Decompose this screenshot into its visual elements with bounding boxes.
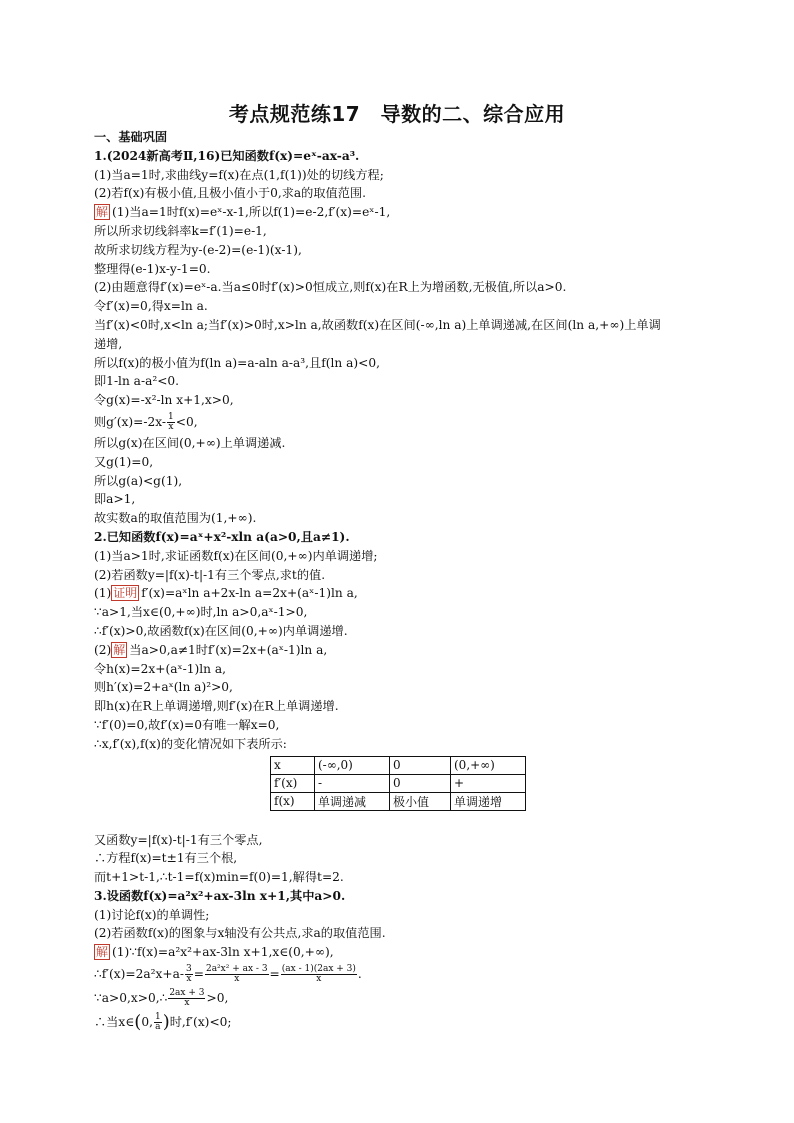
q1-part1: (1)当a=1时,求曲线y=f(x)在点(1,f(1))处的切线方程; (94, 167, 384, 182)
table-cell: + (451, 774, 526, 792)
q1-sol-line: 令f′(x)=0,得x=ln a. (94, 299, 208, 314)
q2-sol-line: ∴方程f(x)=t±1有三个根, (94, 851, 238, 866)
solution-tag: 解 (96, 205, 109, 220)
formula-text: <0, (175, 414, 198, 429)
q3-positive-line (94, 986, 714, 1010)
q1-sol-line: 即1-ln a-a²<0. (94, 374, 180, 389)
fraction-denominator: x (234, 974, 240, 985)
fraction-denominator: x (168, 421, 174, 432)
table-row (271, 756, 526, 774)
q2-proof-line (94, 584, 714, 603)
fraction (205, 965, 269, 984)
formula-text: 则g′(x)=-2x- (94, 414, 167, 429)
fraction (154, 1013, 162, 1032)
table-cell: 0 (390, 774, 451, 792)
table-cell: f′(x) (271, 774, 315, 792)
q2-sol-line: 令h(x)=2x+(aˣ-1)ln a, (94, 661, 227, 676)
q1-solution-line (94, 203, 714, 222)
q2-proof-line: ∴f′(x)>0,故函数f(x)在区间(0,+∞)内单调递增. (94, 623, 348, 638)
formula-text: = (269, 967, 280, 982)
q2-part1: (1)当a>1时,求证函数f(x)在区间(0,+∞)内单调递增; (94, 548, 378, 563)
q1-sol-line: 递增, (94, 336, 123, 351)
formula-text: 0, (141, 1015, 153, 1030)
q2-proof-text: f′(x)=aˣln a+2x-ln a=2x+(aˣ-1)ln a, (141, 586, 358, 601)
fraction-numerator: 1 (154, 1012, 161, 1023)
solution-tag: 解 (113, 642, 126, 657)
q1-sol-line: (2)由题意得f′(x)=eˣ-a.当a≤0时f′(x)>0恒成立,则f(x)在R上为增函数,无极值,所以a>0. (94, 280, 567, 295)
q1-sol-line: 令g(x)=-x²-ln x+1,x>0, (94, 393, 234, 408)
q1-sol-text: (1)当a=1时f(x)=eˣ-x-1,所以f(1)=e-2,f′(x)=eˣ-1, (112, 205, 391, 220)
q1-sol-line: 所以g(x)在区间(0,+∞)上单调递减. (94, 435, 286, 450)
fraction-numerator: 3 (186, 964, 192, 975)
table-row (271, 774, 526, 792)
table-cell: f(x) (271, 792, 315, 810)
q2-sol-text: 当a>0,a≠1时f′(x)=2x+(aˣ-1)ln a, (129, 642, 328, 657)
fraction (168, 989, 205, 1008)
table-cell: - (315, 774, 390, 792)
q1-part2: (2)若f(x)有极小值,且极小值小于0,求a的取值范围. (94, 186, 366, 201)
q3-interval-line (94, 1010, 714, 1034)
fraction (281, 965, 357, 984)
paren-left: ( (134, 1011, 142, 1033)
content (94, 128, 714, 1034)
q2-sol-line: ∴x,f′(x),f(x)的变化情况如下表所示: (94, 736, 287, 751)
q3-stem: 3.设函数f(x)=a²x²+ax-3ln x+1,其中a>0. (94, 888, 346, 903)
paren-right: ) (162, 1011, 170, 1033)
q2-sol-line: ∵f′(0)=0,故f′(x)=0有唯一解x=0, (94, 717, 280, 732)
q1-sol-line: 当f′(x)<0时,x<ln a;当f′(x)>0时,x>ln a,故函数f(x)在区间(-∞,ln a)上单调递减,在区间(ln a,+∞)上单调 (94, 317, 661, 332)
table-cell: x (271, 756, 315, 774)
q2-proof-line: ∵a>1,当x∈(0,+∞)时,ln a>0,aˣ-1>0, (94, 605, 308, 620)
formula-text: = (193, 967, 204, 982)
formula-text: >0, (206, 991, 229, 1006)
page-title: 考点规范练17 导数的二、综合应用 (228, 102, 566, 126)
q3-part2: (2)若函数f(x)的图象与x轴没有公共点,求a的取值范围. (94, 926, 386, 941)
q2-sol-line: 而t+1>t-1,∴t-1=f(x)min=f(0)=1,解得t=2. (94, 870, 344, 885)
q2-solution-line (94, 641, 714, 660)
q1-sol-line: 所以f(x)的极小值为f(ln a)=a-aln a-a³,且f(ln a)<0, (94, 355, 380, 370)
fraction-numerator: 2a²x² + ax - 3 (205, 964, 268, 975)
fraction-denominator: a (155, 1022, 161, 1033)
q2-sol-line: 则h′(x)=2+aˣ(ln a)²>0, (94, 680, 233, 695)
part-number: (2) (94, 642, 112, 657)
table-cell: (-∞,0) (315, 756, 390, 774)
fraction-denominator: x (184, 998, 190, 1009)
table-cell: 0 (390, 756, 451, 774)
formula-text: . (357, 967, 362, 982)
fraction (185, 965, 193, 984)
q3-solution-line (94, 943, 714, 962)
q2-sol-line: 又函数y=|f(x)-t|-1有三个零点, (94, 832, 263, 847)
part-number: (1) (94, 586, 112, 601)
table-cell: 极小值 (390, 792, 451, 810)
formula-text: ∵a>0,x>0,∴ (94, 991, 168, 1006)
q1-sol-line: 又g(1)=0, (94, 454, 154, 469)
fraction-numerator: 1 (168, 411, 174, 422)
fraction-denominator: x (186, 974, 192, 985)
q1-sol-line: 故所求切线方程为y-(e-2)=(e-1)(x-1), (94, 242, 302, 257)
fraction-numerator: (ax - 1)(2ax + 3) (281, 964, 356, 975)
q3-derivative-line (94, 962, 714, 986)
table-cell: 单调递增 (451, 792, 526, 810)
q3-sol-text: (1)∵f(x)=a²x²+ax-3ln x+1,x∈(0,+∞), (112, 945, 334, 960)
fraction (167, 413, 175, 432)
proof-tag: 证明 (113, 586, 138, 601)
table-cell: 单调递减 (315, 792, 390, 810)
q3-part1: (1)讨论f(x)的单调性; (94, 907, 210, 922)
formula-text: 时,f′(x)<0; (169, 1015, 232, 1030)
q2-part2: (2)若函数y=|f(x)-t|-1有三个零点,求t的值. (94, 567, 326, 582)
fraction-numerator: 2ax + 3 (169, 988, 205, 999)
variation-table (270, 756, 526, 811)
q1-stem: 1.(2024新高考Ⅱ,16)已知函数f(x)=eˣ-ax-a³. (94, 148, 360, 163)
q1-derivative-line (94, 410, 714, 434)
table-cell: (0,+∞) (451, 756, 526, 774)
q2-sol-line: 即h(x)在R上单调递增,则f′(x)在R上单调递增. (94, 699, 339, 714)
fraction-denominator: x (316, 974, 322, 985)
formula-text: ∴当x∈ (94, 1015, 135, 1030)
q1-sol-line: 整理得(e-1)x-y-1=0. (94, 261, 211, 276)
q1-sol-line: 即a>1, (94, 492, 136, 507)
solution-tag: 解 (96, 945, 109, 960)
q1-sol-line: 所以g(a)<g(1), (94, 473, 183, 488)
q1-sol-line: 所以所求切线斜率k=f′(1)=e-1, (94, 223, 267, 238)
formula-text: ∴f′(x)=2a²x+a- (94, 967, 185, 982)
section-heading: 一、基础巩固 (94, 130, 168, 144)
q1-sol-line: 故实数a的取值范围为(1,+∞). (94, 511, 257, 526)
table-row (271, 792, 526, 810)
q2-stem: 2.已知函数f(x)=aˣ+x²-xln a(a>0,且a≠1). (94, 529, 350, 544)
